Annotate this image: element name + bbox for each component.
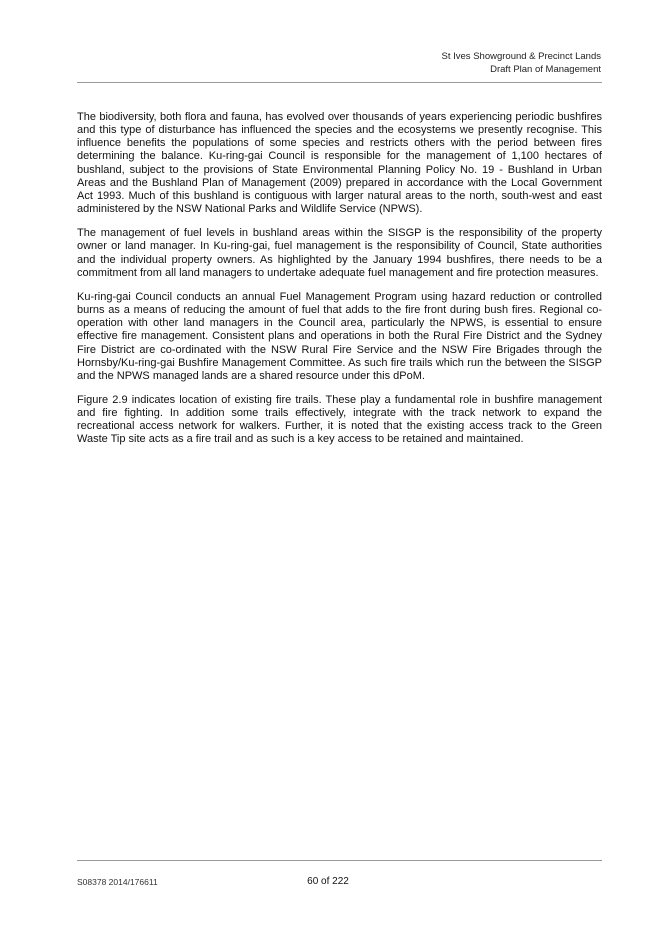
page-number: 60 of 222 bbox=[307, 876, 349, 887]
header-divider bbox=[77, 82, 602, 83]
paragraph-fire-trails: Figure 2.9 indicates location of existing fire trails. These play a fundamental role in bushfire management and fire fighting. In addition some trails effectively, integrate with the track network to expand the recreational access network for walkers. Further, it is noted that the existing access track to the Green Waste Tip site acts as a fire trail and as such is a key access to be retained and maintained. bbox=[77, 393, 602, 446]
document-title: St Ives Showground & Precinct Lands bbox=[441, 51, 601, 62]
paragraph-fuel-program: Ku-ring-gai Council conducts an annual Fuel Management Program using hazard reduction or controlled burns as a means of reducing the amount of fuel that adds to the fire front during bush fires. Regional co-operation with other land managers in the Council area, particularly the NPWS, is essential to ensure effective fire management. Consistent plans and operations in both the Rural Fire District and the Sydney Fire District are co-ordinated with the NSW Rural Fire Service and the NSW Fire Brigades through the Hornsby/Ku-ring-gai Bushfire Management Committee. As such fire trails which run the between the SISGP and the NPWS managed lands are a shared resource under this dPoM. bbox=[77, 290, 602, 382]
document-body bbox=[77, 111, 602, 458]
footer-divider bbox=[77, 860, 602, 861]
document-subtitle: Draft Plan of Management bbox=[490, 64, 601, 75]
paragraph-fuel-management: The management of fuel levels in bushland areas within the SISGP is the responsibility of the property owner or land manager. In Ku-ring-gai, fuel management is the responsibility of Council, State authorities and the individual property owners. As highlighted by the January 1994 bushfires, there needs to be a commitment from all land managers to undertake adequate fuel management and fire protection measures. bbox=[77, 227, 602, 279]
document-reference: S08378 2014/176611 bbox=[77, 877, 158, 887]
page-header bbox=[442, 50, 601, 76]
paragraph-biodiversity: The biodiversity, both flora and fauna, has evolved over thousands of years experiencing periodic bushfires and this type of disturbance has influenced the species and the ecosystems we presently recognise. This influence benefits the populations of some species and restricts others with the period between fires determining the balance. Ku-ring-gai Council is responsible for the management of 1,100 hectares of bushland, subject to the provisions of State Environmental Planning Policy No. 19 - Bushland in Urban Areas and the Bushland Plan of Management (2009) prepared in accordance with the Local Government Act 1993. Much of this bushland is contiguous with larger natural areas to the north, south-west and east administered by the NSW National Parks and Wildlife Service (NPWS). bbox=[77, 111, 602, 216]
